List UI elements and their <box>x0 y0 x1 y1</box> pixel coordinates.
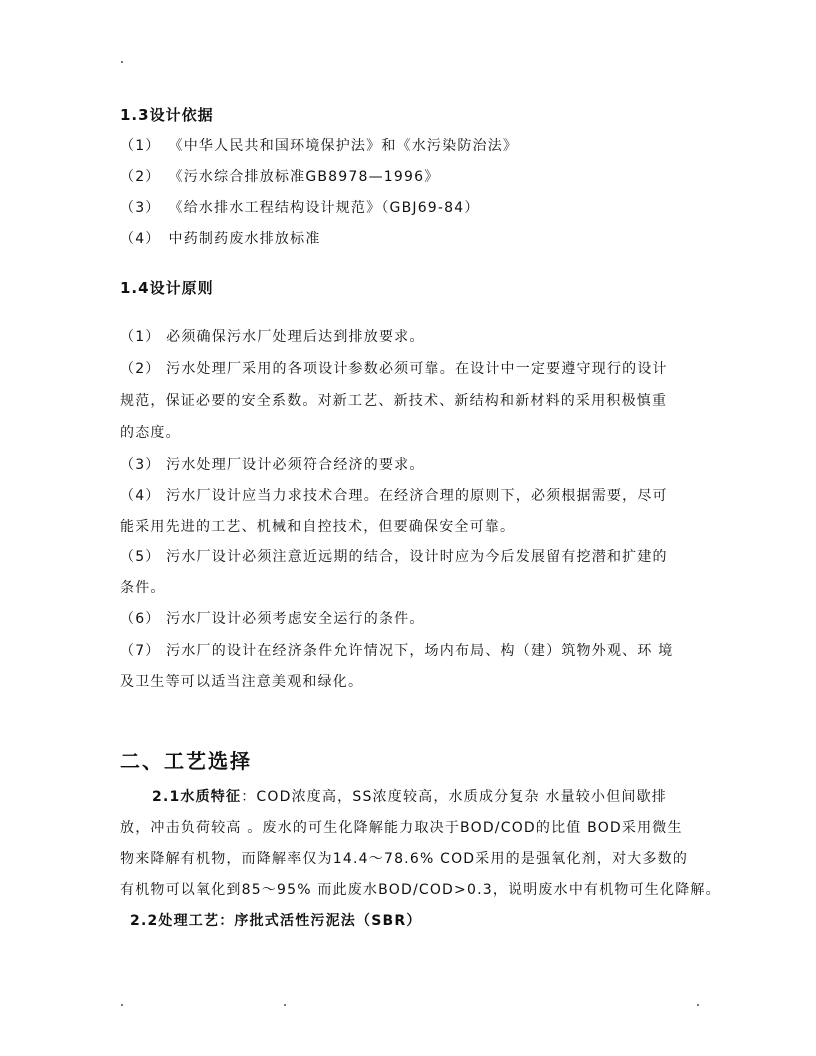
basis-item-1 <box>120 135 518 155</box>
principle-line: 规范，保证必要的安全系数。对新工艺、新技术、新结构和新材料的采用积极慎重 <box>120 393 668 409</box>
section-2-1-label: 2.1水质特征 <box>152 789 242 805</box>
principle-line: （4） 污水厂设计应当力求技术合理。在经济合理的原则下，必须根据需要，尽可 <box>120 488 668 504</box>
section-2-2-text: 序批式活性污泥法（SBR） <box>234 913 422 929</box>
footer-mark-right <box>697 1004 699 1006</box>
principle-line: （7） 污水厂的设计在经济条件允许情况下，场内布局、构（建）筑物外观、环 境 <box>120 643 674 659</box>
basis-item-text: 《中华人民共和国环境保护法》和《水污染防治法》 <box>168 138 519 154</box>
principle-line: 的态度。 <box>120 425 181 441</box>
principle-line: （5） 污水厂设计必须注意近远期的结合，设计时应为今后发展留有挖潜和扩建的 <box>120 549 668 565</box>
water-quality-line: 有机物可以氧化到85～95% 而此废水BOD/COD>0.3，说明废水中有机物可生化降解。 <box>120 882 721 898</box>
footer-mark-left <box>121 1004 123 1006</box>
section-1-3-title: 1.3设计依据 <box>120 106 214 124</box>
principle-line: 能采用先进的工艺、机械和自控技术，但要确保安全可靠。 <box>120 519 516 535</box>
basis-item-3 <box>120 197 480 217</box>
water-quality-first-line <box>152 786 667 806</box>
section-2-2-label: 2.2处理工艺： <box>130 913 235 929</box>
basis-item-number: （3） <box>120 200 161 216</box>
basis-item-text: 《给水排水工程结构设计规范》（GBJ69-84） <box>168 200 480 216</box>
section-2-2-line <box>130 910 422 930</box>
basis-item-text: 《污水综合排放标准GB8978—1996》 <box>168 169 440 185</box>
section-1-4-title: 1.4设计原则 <box>120 279 214 297</box>
basis-item-2 <box>120 166 439 186</box>
chapter-2-title: 二、工艺选择 <box>120 749 252 773</box>
water-quality-line: 物来降解有机物，而降解率仅为14.4～78.6% COD采用的是强氧化剂，对大多数的 <box>120 851 689 867</box>
footer-mark-center <box>284 1004 286 1006</box>
principle-line: （2） 污水处理厂采用的各项设计参数必须可靠。在设计中一定要遵守现行的设计 <box>120 361 668 377</box>
principle-line: 及卫生等可以适当注意美观和绿化。 <box>120 674 364 690</box>
principle-line: 条件。 <box>120 580 166 596</box>
principle-line: （3） 污水处理厂设计必须符合经济的要求。 <box>120 457 425 473</box>
basis-item-4 <box>120 228 321 248</box>
basis-item-number: （1） <box>120 138 161 154</box>
water-quality-line: 放，冲击负荷较高 。废水的可生化降解能力取决于BOD/COD的比值 BOD采用微生 <box>120 820 683 836</box>
section-2-1-text: ：COD浓度高，SS浓度较高，水质成分复杂 水量较小但间歇排 <box>241 789 668 805</box>
basis-item-number: （4） <box>120 231 161 247</box>
principle-line: （6） 污水厂设计必须考虑安全运行的条件。 <box>120 611 425 627</box>
basis-item-text: 中药制药废水排放标准 <box>168 231 321 247</box>
basis-item-number: （2） <box>120 169 161 185</box>
principle-line: （1） 必须确保污水厂处理后达到排放要求。 <box>120 329 425 345</box>
corner-mark <box>121 61 123 63</box>
